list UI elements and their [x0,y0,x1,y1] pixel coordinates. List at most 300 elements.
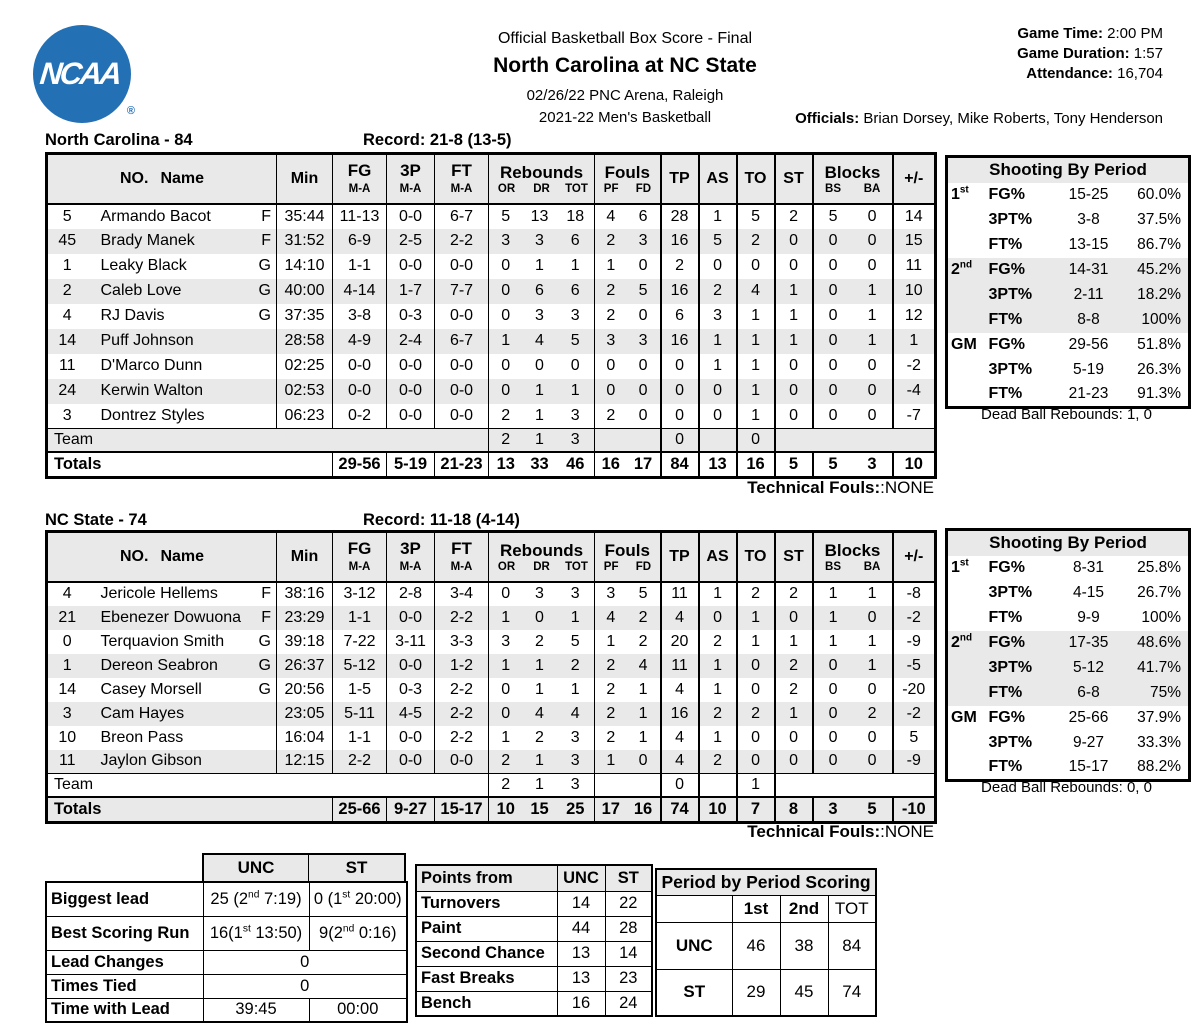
stat-ft: 15-17 [435,797,489,823]
stat-pf: 0 [606,382,616,399]
shooting-row [947,681,1190,706]
stat-tot: 1 [557,678,595,702]
stat-dr: 13 [530,207,549,225]
stat-label: FG% [988,559,1025,576]
stat-bs: 3 [813,797,853,823]
stat-to: 2 [737,582,775,606]
stat-plus-minus: -4 [906,382,921,399]
player-name-cell [87,329,277,354]
stat-ba: 1 [853,329,893,354]
stat-ba: 1 [853,582,893,606]
period-row-st [656,969,876,1016]
points-unc: 44 [557,916,605,941]
row-label: Lead Changes [46,950,203,974]
player-number: 5 [62,207,72,225]
stat-pf: 2 [606,656,616,674]
player-name: Jaylon Gibson [100,752,202,770]
col-fouls: Fouls PF FD [595,532,661,582]
stat-or: 10 [489,797,523,823]
stat-dr: 3 [535,232,544,249]
stat-fg: 1-1 [333,606,387,630]
score-2nd: 45 [780,969,828,1016]
stat-or: 0 [501,704,511,722]
stat-3p: 0-0 [387,750,435,774]
row-label: Fast Breaks [416,966,557,991]
period-label: GM [951,709,977,726]
shooting-row [947,556,1190,581]
stat-to: 1 [737,304,775,329]
stat-or: 13 [489,452,523,478]
player-row [47,304,936,329]
totals-row [47,797,936,823]
points-from-row [416,991,652,1016]
stat-as: 5 [699,229,737,254]
stat-st: 1 [775,279,813,304]
stat-plus-minus: 10 [904,282,923,299]
player-number: 1 [62,257,72,274]
stat-pf: 2 [606,680,616,698]
stat-tp: 74 [661,797,699,823]
period-header-row [656,895,876,922]
col-fg: FG M-A [333,154,387,204]
stat-min: 14:10 [277,254,333,279]
stat-label: 3PT% [988,361,1033,378]
percentage: 88.2% [1137,758,1182,776]
shooting-row [947,631,1190,656]
stat-or: 1 [501,608,511,626]
stat-min: 35:44 [277,204,333,229]
header-tot: TOT [828,895,876,922]
stat-st: 0 [775,254,813,279]
shooting-row [947,233,1190,258]
stat-bs: 1 [828,585,838,602]
score-2nd: 38 [780,922,828,969]
stat-or: 0 [501,282,511,299]
stat-ba: 0 [853,750,893,774]
stat-pf: 2 [606,704,616,722]
stat-tot: 3 [557,304,595,329]
period-label: 2nd [951,259,973,278]
score-tot: 74 [828,969,876,1016]
stat-pf: 16 [595,452,627,478]
stat-3p: 0-0 [387,254,435,279]
stat-tot: 6 [557,279,595,304]
stat-as: 0 [699,606,737,630]
shooting-row [947,581,1190,606]
stat-to: 1 [737,630,775,654]
col-blocks: Blocks BS BA [813,154,893,204]
player-row [47,404,936,429]
stat-pf: 2 [606,307,616,324]
stat-as: 3 [699,304,737,329]
times-tied-value: 0 [203,974,407,998]
player-position: G [258,680,271,698]
col-no-name: NO. Name [47,532,277,582]
row-label: Bench [416,991,557,1016]
player-number: 45 [58,232,77,249]
stat-3p: 1-7 [387,279,435,304]
attendance-line: Attendance: 16,704 [1026,64,1163,82]
stat-as: 0 [699,254,737,279]
player-position: F [261,608,271,626]
points-unc: 14 [557,891,605,916]
points-from-header [416,865,652,891]
made-attempted: 5-19 [1072,361,1105,378]
stat-as: 13 [699,452,737,478]
col-as: AS [699,532,737,582]
stat-ba: 0 [853,606,893,630]
stat-as: 2 [699,702,737,726]
stat-as: 1 [699,354,737,379]
stat-st: 2 [775,582,813,606]
totals-label: Totals [47,797,333,823]
stat-3p: 0-0 [387,354,435,379]
player-number: 14 [58,332,77,349]
shooting-row [947,283,1190,308]
stat-tp: 16 [661,329,699,354]
stat-st: 8 [775,797,813,823]
stat-to: 4 [737,279,775,304]
points-from-title: Points from [416,865,557,891]
player-number: 1 [62,656,72,674]
team1-technical-fouls: Technical Fouls::NONE [747,478,934,497]
stat-fd: 1 [627,726,661,750]
stat-pf: 17 [595,797,627,823]
stat-plus-minus: -2 [906,704,921,722]
stat-or: 2 [489,429,523,452]
stat-to: 2 [737,229,775,254]
stat-fd: 0 [627,304,661,329]
stat-to: 2 [737,702,775,726]
stat-3p: 0-3 [387,304,435,329]
stat-to: 1 [737,606,775,630]
stat-dr: 6 [535,282,544,299]
stat-fd: 1 [627,702,661,726]
stat-bs: 0 [828,357,838,374]
stat-fd: 4 [627,654,661,678]
col-as: AS [699,154,737,204]
player-number: 10 [58,728,77,746]
stat-fd: 0 [627,750,661,774]
stat-label: FT% [988,684,1023,701]
stat-fg: 5-12 [333,654,387,678]
stat-min: 28:58 [277,329,333,354]
lead-summary-table [45,881,408,1023]
stat-bs: 0 [828,307,838,324]
stat-st: 0 [775,404,813,429]
player-row [47,654,936,678]
stat-tot: 4 [557,702,595,726]
team-abbrev: UNC [656,922,732,969]
game-venue: 02/26/22 PNC Arena, Raleigh [526,87,724,104]
stat-ft: 2-2 [435,229,489,254]
team2-record: Record: 11-18 (4-14) [363,511,520,529]
period-label [947,308,989,333]
stat-ba: 5 [853,797,893,823]
stat-3p: 0-0 [387,404,435,429]
shooting-row [947,606,1190,631]
points-st: 14 [605,941,652,966]
percentage: 25.8% [1137,559,1182,576]
best-run-unc: 16(1st 13:50) [203,916,309,950]
stat-fd: 0 [627,379,661,404]
ncaa-logo-text: NCAA [38,56,122,91]
stat-label: 3PT% [988,211,1033,228]
stat-fg: 5-11 [333,702,387,726]
player-number: 11 [58,752,76,770]
row-label: Time with Lead [46,998,203,1022]
stat-plus-minus: -10 [893,797,936,823]
officials-line: Officials: Brian Dorsey, Mike Roberts, Tony Henderson [795,110,1163,127]
stat-st: 2 [775,654,813,678]
percentage: 48.6% [1137,634,1182,651]
player-number: 4 [62,307,72,324]
stat-as: 0 [699,404,737,429]
stat-bs: 1 [828,608,838,626]
stat-dr: 1 [535,680,544,698]
stat-or: 0 [501,585,511,602]
stat-ft: 2-2 [435,678,489,702]
percentage: 86.7% [1137,236,1182,253]
lead-header-st: ST [345,858,368,877]
best-scoring-run-row [46,916,407,950]
stat-bs: 0 [828,656,838,674]
stat-tot: 3 [557,404,595,429]
stat-fg: 0-0 [333,354,387,379]
stat-dr: 15 [523,797,557,823]
stat-as: 0 [699,379,737,404]
stat-dr: 1 [523,429,557,452]
stat-ft: 2-2 [435,606,489,630]
col-tp: TP [661,532,699,582]
stat-tot: 1 [557,379,595,404]
stat-tp: 2 [661,254,699,279]
stat-dr: 3 [535,307,544,324]
col-no-name: NO. Name [47,154,277,204]
made-attempted: 15-17 [1068,758,1109,776]
player-name: Armando Bacot [100,207,211,225]
col-3p: 3P M-A [387,154,435,204]
stat-tp: 6 [661,304,699,329]
player-name: Dereon Seabron [100,656,218,674]
stat-bs: 0 [828,406,838,424]
player-name: Breon Pass [100,728,184,746]
stat-fd: 3 [627,229,661,254]
team-row-label: Team [47,429,489,452]
stat-ba: 0 [853,254,893,279]
stat-pf: 2 [606,232,616,249]
stat-plus-minus: 11 [905,257,923,274]
page-title: North Carolina at NC State [493,54,757,77]
stat-ft: 0-0 [435,254,489,279]
stat-tot: 6 [557,229,595,254]
stat-or: 0 [501,257,511,274]
stat-dr: 2 [535,728,544,746]
stat-or: 2 [501,406,511,424]
stat-tot: 3 [557,774,595,797]
stat-min: 26:37 [277,654,333,678]
team1-shooting-by-period [945,155,1191,409]
stat-min: 37:35 [277,304,333,329]
stat-bs: 0 [828,680,838,698]
stat-ba: 0 [853,726,893,750]
stat-ft: 3-4 [435,582,489,606]
stat-label: 3PT% [988,659,1033,676]
player-name: Casey Morsell [100,680,202,698]
stat-st: 0 [775,606,813,630]
stat-ft: 0-0 [435,354,489,379]
stat-fg: 2-2 [333,750,387,774]
shooting-row [947,208,1190,233]
stat-3p: 3-11 [387,630,435,654]
made-attempted: 9-27 [1072,734,1105,751]
stat-bs: 0 [828,704,838,722]
stat-label: FG% [988,336,1025,353]
stat-fd: 1 [627,678,661,702]
player-name-cell [87,702,277,726]
stat-fd: 0 [627,404,661,429]
stat-3p: 0-0 [387,379,435,404]
stat-tot: 0 [557,354,595,379]
stat-dr: 3 [535,585,544,602]
stat-ba: 1 [853,304,893,329]
stat-or: 0 [501,680,511,698]
player-name-cell [87,279,277,304]
stat-or: 3 [501,632,511,650]
player-name-cell [87,750,277,774]
stat-fg: 0-0 [333,379,387,404]
percentage: 26.7% [1137,584,1182,601]
shooting-row [947,731,1190,756]
col-blocks: Blocks BS BA [813,532,893,582]
team1-title: North Carolina - 84 [45,131,193,149]
col-st: ST [775,532,813,582]
shooting-row [947,333,1190,358]
stat-as: 2 [699,279,737,304]
stat-tot: 5 [557,630,595,654]
stat-dr: 1 [535,656,544,674]
stat-fd: 2 [627,606,661,630]
stat-plus-minus: -9 [906,752,921,770]
player-position: F [261,585,271,602]
stat-tot: 2 [557,654,595,678]
player-name-cell [87,726,277,750]
player-name-cell [87,404,277,429]
stat-ft: 1-2 [435,654,489,678]
percentage: 33.3% [1137,734,1182,751]
shooting-row [947,656,1190,681]
player-number: 3 [62,704,72,722]
stat-tp: 0 [661,404,699,429]
row-label: Second Chance [416,941,557,966]
points-st: 24 [605,991,652,1016]
stat-label: FT% [988,385,1023,403]
player-name-cell [87,304,277,329]
player-name: Leaky Black [100,257,187,274]
made-attempted: 6-8 [1077,684,1100,701]
made-attempted: 3-8 [1077,211,1100,228]
stat-or: 0 [501,307,511,324]
doc-type: Official Basketball Box Score - Final [497,30,753,47]
stat-pf: 0 [606,357,616,374]
stat-to: 0 [737,678,775,702]
stat-fg: 1-1 [333,254,387,279]
stat-tp: 16 [661,702,699,726]
points-st: 22 [605,891,652,916]
stat-fg: 4-9 [333,329,387,354]
stat-to: 0 [737,254,775,279]
stat-plus-minus: -9 [906,632,921,650]
best-run-st: 9(2nd 0:16) [309,916,407,950]
lead-summary-header [202,853,406,881]
player-row [47,726,936,750]
player-name: Brady Manek [100,232,195,249]
stat-ft: 7-7 [435,279,489,304]
stat-plus-minus: -8 [906,585,921,602]
biggest-lead-unc: 25 (2nd 7:19) [203,882,309,916]
player-position: F [261,207,271,225]
shooting-title: Shooting By Period [947,157,1190,183]
player-name: Puff Johnson [100,332,194,349]
stat-or: 2 [489,774,523,797]
stat-tot: 1 [557,606,595,630]
stat-to: 1 [737,774,775,797]
period-row-unc [656,922,876,969]
stat-st: 2 [775,678,813,702]
stat-dr: 2 [535,632,544,650]
player-row [47,750,936,774]
stat-bs: 0 [828,728,838,746]
stat-pf: 4 [606,608,616,626]
stat-fg: 25-66 [333,797,387,823]
stat-dr: 0 [535,357,544,374]
col-to: TO [737,532,775,582]
team-row-label: Team [47,774,489,797]
stat-bs: 0 [828,332,838,349]
time-with-lead-unc: 39:45 [203,998,309,1022]
row-label: Turnovers [416,891,557,916]
player-row [47,630,936,654]
player-number: 4 [62,585,72,602]
stat-tp: 0 [661,429,699,452]
stat-as: 1 [699,726,737,750]
header-2nd: 2nd [780,895,828,922]
stat-or: 3 [501,232,511,249]
stat-label: 3PT% [988,734,1033,751]
period-label [947,358,989,383]
stat-min: 23:05 [277,702,333,726]
season-label: 2021-22 Men's Basketball [538,109,712,126]
totals-row [47,452,936,478]
percentage: 18.2% [1137,286,1182,303]
player-number: 24 [58,382,77,399]
stat-as: 1 [699,678,737,702]
row-label: Biggest lead [46,882,203,916]
player-name-cell [87,254,277,279]
col-fouls: Fouls PF FD [595,154,661,204]
registered-mark: ® [126,105,135,117]
stat-ft: 6-7 [435,204,489,229]
points-from-table [415,864,653,1017]
stat-ft: 0-0 [435,304,489,329]
stat-as: 2 [699,750,737,774]
player-name-cell [87,354,277,379]
player-row [47,204,936,229]
period-label: 2nd [951,632,973,651]
period-label [947,383,989,408]
player-name-cell [87,630,277,654]
stat-dr: 1 [535,382,544,399]
